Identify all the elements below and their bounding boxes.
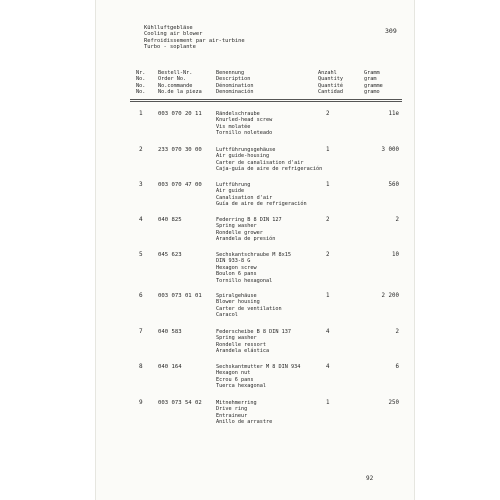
column-header-description: Benennung Description Dénomination Denominación — [216, 70, 254, 95]
header-line: Turbo - soplante — [144, 44, 196, 51]
header-divider — [130, 99, 402, 100]
page-number-bottom: 92 — [366, 475, 374, 482]
column-header-weight: Gramm gram gramme gramo — [364, 70, 383, 95]
header-line: Kühlluftgebläse — [144, 25, 193, 31]
column-header-quantity: Anzahl Quantity Quantité Cantidad — [318, 70, 343, 95]
section-header — [144, 25, 245, 51]
header-divider — [130, 101, 402, 102]
column-header-no: Nr. No. No. No. — [136, 70, 146, 95]
header-line: Cooling air blower — [144, 31, 203, 38]
page-number-top: 309 — [385, 27, 397, 35]
column-header-order: Bestell-Nr. Order No. No.commande No.de la pieza — [158, 70, 202, 95]
header-line: Refroidissement par air-turbine — [144, 37, 245, 44]
